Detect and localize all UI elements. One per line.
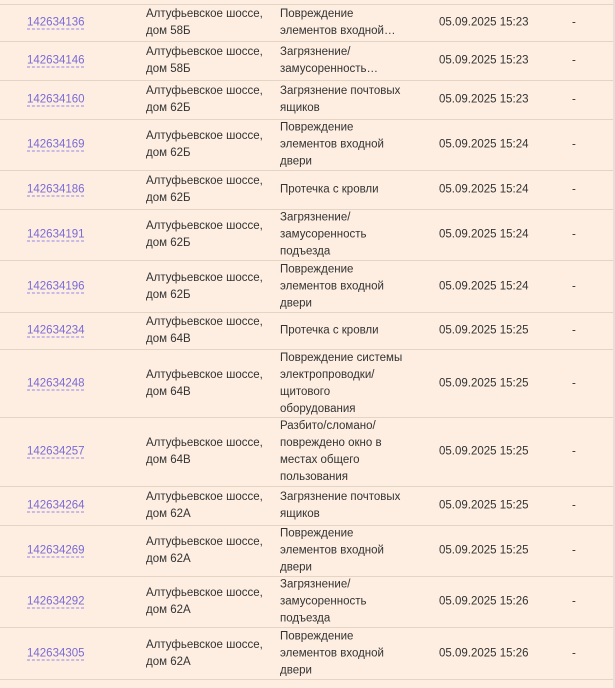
- address-cell: Алтуфьевское шоссе, дом 64В: [146, 368, 263, 398]
- request-id-link[interactable]: 142634136: [27, 16, 85, 29]
- address-cell: Алтуфьевское шоссе, дом 62Б: [146, 175, 263, 204]
- date-cell: 05.09.2025 15:24: [439, 280, 529, 292]
- request-id-link[interactable]: 142634160: [27, 93, 85, 106]
- address-cell: Алтуфьевское шоссе, дом 62А: [146, 491, 263, 520]
- date-cell: 05.09.2025 15:23: [439, 93, 529, 106]
- description-cell: Повреждение элементов входной: [280, 8, 384, 37]
- description-cell: Разбито/сломано/ повреждено окно в местах общего пользования: [280, 420, 382, 483]
- table-row: [0, 418, 613, 487]
- request-id-link[interactable]: 142634191: [27, 228, 85, 241]
- address-cell: Алтуфьевское шоссе, дом 62А: [146, 587, 263, 616]
- table-row: [0, 577, 613, 628]
- request-id-link[interactable]: 142634196: [27, 280, 85, 292]
- status-cell: -: [572, 183, 576, 196]
- status-cell: -: [572, 138, 576, 151]
- date-cell: 05.09.2025 15:25: [439, 377, 529, 389]
- request-id-link[interactable]: 142634169: [27, 138, 85, 151]
- table-row: [0, 526, 613, 577]
- status-cell: -: [572, 377, 576, 389]
- request-id-link[interactable]: 142634305: [27, 647, 85, 659]
- table-row: [0, 5, 613, 42]
- address-cell: Алтуфьевское шоссе, дом 62Б: [146, 85, 263, 114]
- status-cell: -: [572, 54, 576, 67]
- date-cell: 05.09.2025 15:25: [439, 324, 529, 337]
- table-row: [0, 313, 613, 350]
- status-cell: -: [572, 16, 576, 29]
- description-cell: Повреждение элементов входной двери: [280, 263, 384, 309]
- date-cell: 05.09.2025 15:25: [439, 499, 529, 512]
- status-cell: -: [572, 324, 576, 337]
- request-id-link[interactable]: 142634248: [27, 377, 85, 389]
- description-cell: Загрязнение/ замусоренность подъезда: [280, 578, 367, 625]
- description-cell: Протечка с кровли: [280, 324, 379, 337]
- date-cell: 05.09.2025 15:24: [439, 228, 529, 241]
- table-row: [0, 120, 613, 171]
- table-row: [0, 261, 613, 313]
- request-id-link[interactable]: 142634292: [27, 595, 85, 608]
- address-cell: Алтуфьевское шоссе, дом 58Б: [146, 8, 263, 37]
- address-cell: Алтуфьевское шоссе, дом 62Б: [146, 271, 263, 301]
- date-cell: 05.09.2025 15:26: [439, 647, 529, 659]
- description-cell: Загрязнение/ замусоренность подъезда: [280, 211, 367, 258]
- request-id-link[interactable]: 142634269: [27, 544, 85, 557]
- date-cell: 05.09.2025 15:25: [439, 445, 529, 458]
- status-cell: -: [572, 280, 576, 292]
- description-cell: Загрязнение почтовых ящиков: [280, 85, 401, 114]
- address-cell: Алтуфьевское шоссе, дом 64В: [146, 316, 263, 345]
- status-cell: -: [572, 647, 576, 659]
- status-cell: -: [572, 499, 576, 512]
- table-row: [0, 210, 613, 261]
- address-cell: Алтуфьевское шоссе, дом 64В: [146, 437, 263, 466]
- date-cell: 05.09.2025 15:26: [439, 595, 529, 608]
- date-cell: 05.09.2025 15:25: [439, 544, 529, 557]
- table-row: [0, 628, 613, 680]
- table-row: [0, 42, 613, 81]
- description-cell: Повреждение элементов входной двери: [280, 630, 384, 676]
- description-cell: Повреждение системы электропроводки/ щитового оборудования: [280, 351, 403, 415]
- request-id-link[interactable]: 142634264: [27, 499, 85, 512]
- status-cell: -: [572, 228, 576, 241]
- address-cell: Алтуфьевское шоссе, дом 62А: [146, 638, 263, 668]
- address-cell: Алтуфьевское шоссе, дом 62Б: [146, 220, 263, 249]
- table-row: [0, 487, 613, 526]
- request-id-link[interactable]: 142634146: [27, 54, 85, 67]
- request-id-link[interactable]: 142634186: [27, 183, 85, 196]
- description-cell: Повреждение элементов входной двери: [280, 121, 384, 168]
- table-row: [0, 171, 613, 210]
- date-cell: 05.09.2025 15:23: [439, 54, 529, 67]
- address-cell: Алтуфьевское шоссе, дом 58Б: [146, 46, 263, 75]
- request-id-link[interactable]: 142634257: [27, 445, 85, 458]
- description-cell: Загрязнение/ замусоренность: [280, 46, 367, 75]
- table-row: [0, 81, 613, 120]
- address-cell: Алтуфьевское шоссе, дом 62Б: [146, 130, 263, 159]
- table-row: [0, 350, 613, 418]
- request-id-link[interactable]: 142634234: [27, 324, 85, 337]
- address-cell: Алтуфьевское шоссе, дом 62А: [146, 536, 263, 565]
- date-cell: 05.09.2025 15:23: [439, 16, 529, 29]
- status-cell: -: [572, 544, 576, 557]
- status-cell: -: [572, 595, 576, 608]
- date-cell: 05.09.2025 15:24: [439, 183, 529, 196]
- description-cell: Протечка с кровли: [280, 183, 379, 196]
- description-cell: Повреждение элементов входной двери: [280, 527, 384, 574]
- status-cell: -: [572, 93, 576, 106]
- date-cell: 05.09.2025 15:24: [439, 138, 529, 151]
- description-cell: Загрязнение почтовых ящиков: [280, 491, 401, 520]
- status-cell: -: [572, 445, 576, 458]
